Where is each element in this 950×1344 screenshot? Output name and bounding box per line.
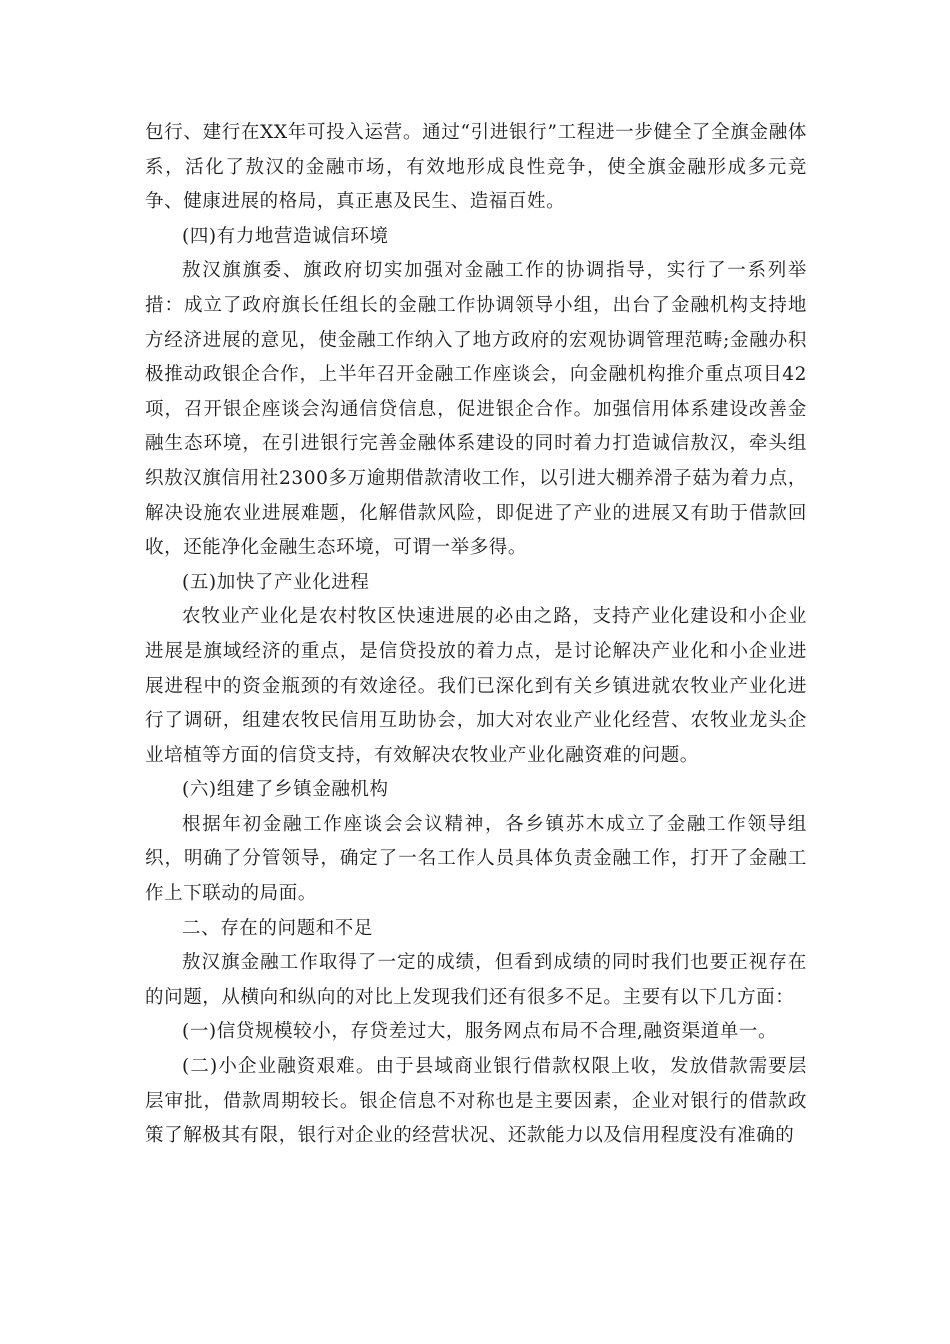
document-body: [145, 116, 807, 1154]
section-heading-4: (四)有力地营造诚信环境: [182, 225, 389, 247]
paragraph-credit-environment: 敖汉旗旗委、旗政府切实加强对金融工作的协调指导，实行了一系列举措：成立了政府旗长任组长的金融工作协调领导小组，出台了金融机构支持地方经济进展的意见，使金融工作纳入了地方政府的宏观协调管理范畴;金融办积极推动政银企合作，上半年召开金融工作座谈会，向金融机构推介重点项目42项，召开银企座谈会沟通信贷信息，促进银企合作。加强信用体系建设改善金融生态环境，在引进银行完善金融体系建设的同时着力打造诚信敖汉，牵头组织敖汉旗信用社2300多万逾期借款清收工作，以引进大棚养滑子菇为着力点，解决设施农业进展难题，化解借款风险，即促进了产业的进展又有助于借款回收，还能净化金融生态环境，可谓一举多得。: [145, 260, 807, 559]
paragraph-problem-2: (二)小企业融资艰难。由于县域商业银行借款权限上收，发放借款需要层层审批，借款周期较长。银企信息不对称也是主要因素，企业对银行的借款政策了解极其有限，银行对企业的经营状况、还款能力以及信用程度没有准确的: [145, 1056, 807, 1147]
section-heading-6: (六)组建了乡镇金融机构: [182, 779, 389, 801]
paragraph-problem-1: (一)信贷规模较小，存贷差过大，服务网点布局不合理,融资渠道单一。: [182, 1021, 778, 1043]
section-heading-problems: 二、存在的问题和不足: [182, 917, 374, 939]
paragraph-industrialization: 农牧业产业化是农村牧区快速进展的必由之路，支持产业化建设和小企业进展是旗域经济的重点，是信贷投放的着力点，是讨论解决产业化和小企业进展进程中的资金瓶颈的有效途径。我们已深化到有关乡镇进就农牧业产业化进行了调研，组建农牧民信用互助协会，加大对农业产业化经营、农牧业龙头企业培植等方面的信贷支持，有效解决农牧业产业化融资难的问题。: [145, 606, 807, 766]
section-heading-5: (五)加快了产业化进程: [182, 571, 370, 593]
paragraph-problems-intro: 敖汉旗金融工作取得了一定的成绩，但看到成绩的同时我们也要正视存在的问题，从横向和纵向的对比上发现我们还有很多不足。主要有以下几方面：: [145, 952, 807, 1008]
paragraph-township-finance: 根据年初金融工作座谈会会议精神，各乡镇苏木成立了金融工作领导组织，明确了分管领导，确定了一名工作人员具体负责金融工作，打开了金融工作上下联动的局面。: [145, 813, 807, 905]
paragraph-continuation: 包行、建行在XX年可投入运营。通过“引进银行”工程进一步健全了全旗金融体系，活化了敖汉的金融市场，有效地形成良性竞争，使全旗金融形成多元竞争、健康进展的格局，真正惠及民生、造福百姓。: [145, 122, 807, 213]
